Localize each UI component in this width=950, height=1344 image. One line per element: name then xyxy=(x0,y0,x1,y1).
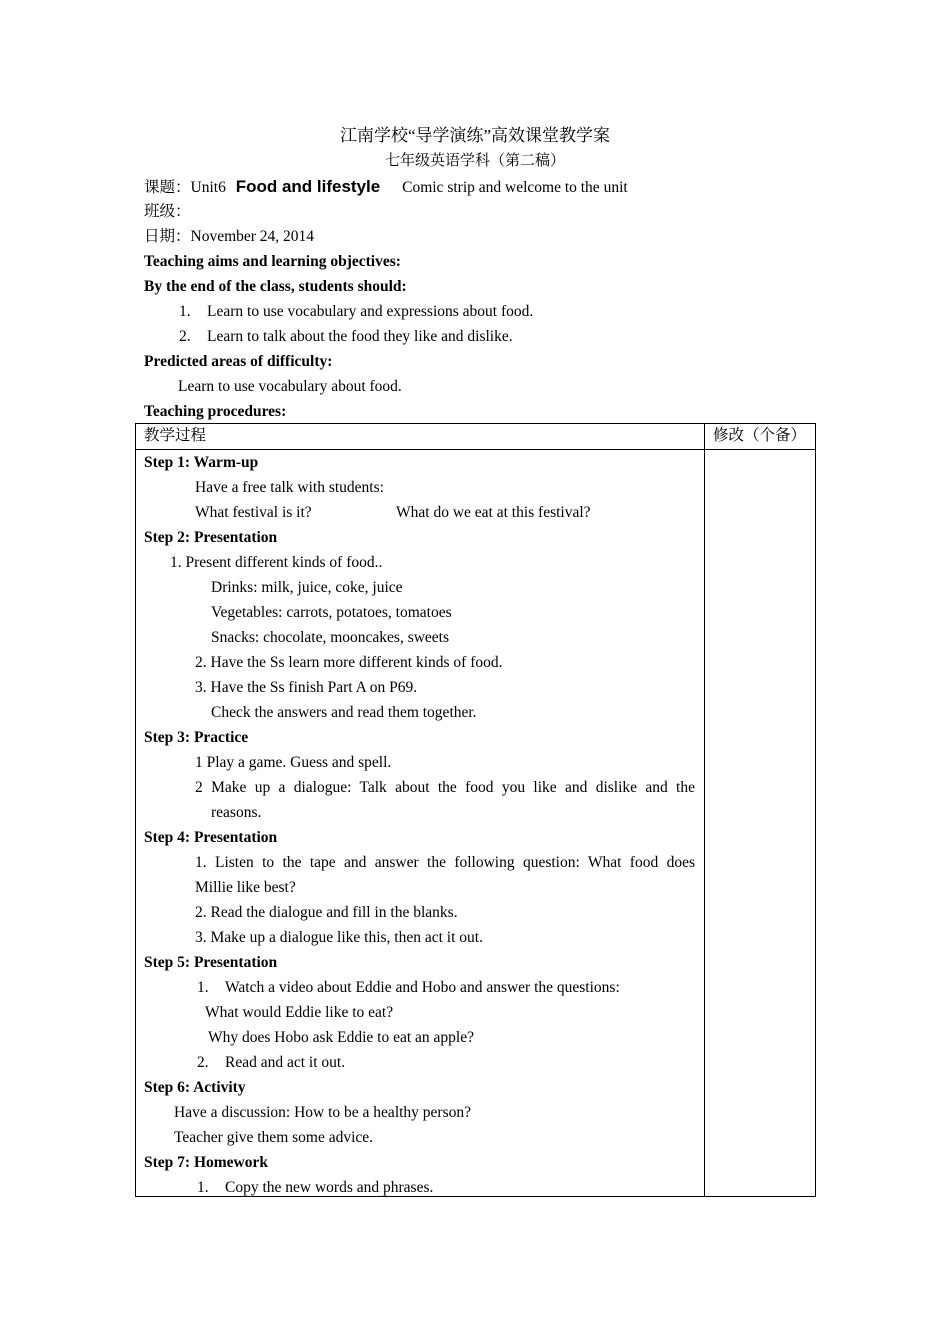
step6-line: Have a discussion: How to be a healthy person? xyxy=(174,1104,472,1121)
step1-title: Step 1: Warm-up xyxy=(144,454,259,471)
revision-cell[interactable] xyxy=(705,450,816,1197)
step1-question: What do we eat at this festival? xyxy=(396,504,591,521)
step4-item: 3. Make up a dialogue like this, then act it out. xyxy=(195,929,483,946)
page-subtitle: 七年级英语学科（第二稿） xyxy=(384,153,565,169)
table-header-row xyxy=(136,424,816,450)
revision-header-cell xyxy=(705,424,816,450)
step6-line: Teacher give them some advice. xyxy=(174,1129,374,1146)
topic-label: 课题： xyxy=(144,179,191,196)
date-label: 日期： xyxy=(144,228,191,245)
class-label: 班级： xyxy=(144,203,191,220)
step5-question: What would Eddie like to eat? xyxy=(205,1004,394,1021)
step2-subitem: Check the answers and read them together. xyxy=(211,704,477,721)
page-title: 江南学校“导学演练”高效课堂教学案 xyxy=(339,126,611,145)
step3-title: Step 3: Practice xyxy=(144,729,249,746)
step5-item: Read and act it out. xyxy=(225,1054,346,1071)
lesson-title: Comic strip and welcome to the unit xyxy=(402,179,628,196)
step7-number: 1. xyxy=(197,1179,209,1196)
date-value: November 24, 2014 xyxy=(190,228,315,245)
revision-column-header: 修改（个备） xyxy=(713,427,807,444)
step2-subitem: Vegetables: carrots, potatoes, tomatoes xyxy=(211,604,452,621)
topic-line xyxy=(144,177,628,198)
step5-question: Why does Hobo ask Eddie to eat an apple? xyxy=(208,1029,474,1046)
step2-subitem: Snacks: chocolate, mooncakes, sweets xyxy=(211,629,450,646)
step1-question: What festival is it? xyxy=(195,504,312,521)
procedures-table xyxy=(135,423,816,1197)
step5-number: 1. xyxy=(197,979,209,996)
step7-title: Step 7: Homework xyxy=(144,1154,268,1171)
difficulty-text: Learn to use vocabulary about food. xyxy=(178,378,402,395)
step2-title: Step 2: Presentation xyxy=(144,529,278,546)
date-line xyxy=(144,227,314,247)
objectives-intro: By the end of the class, students should: xyxy=(144,278,407,295)
step5-title: Step 5: Presentation xyxy=(144,954,278,971)
step7-item: Copy the new words and phrases. xyxy=(225,1179,434,1196)
step1-line: Have a free talk with students: xyxy=(195,479,384,496)
table-body-row xyxy=(136,450,816,1197)
process-header-cell xyxy=(136,424,705,450)
step4-item: 2. Read the dialogue and fill in the blanks. xyxy=(195,904,458,921)
process-column-header: 教学过程 xyxy=(144,427,207,444)
step4-item: 1. Listen to the tape and answer the following question: What food does xyxy=(195,854,695,871)
step2-item: 1. Present different kinds of food.. xyxy=(170,554,383,571)
objectives-heading: Teaching aims and learning objectives: xyxy=(144,253,401,270)
step4-item-continued: Millie like best? xyxy=(195,879,296,896)
objective-number: 2. xyxy=(179,328,191,345)
objective-text: Learn to talk about the food they like and dislike. xyxy=(207,328,513,345)
step3-item: 2 Make up a dialogue: Talk about the food you like and dislike and the xyxy=(195,779,695,796)
step2-item: 3. Have the Ss finish Part A on P69. xyxy=(195,679,418,696)
step4-title: Step 4: Presentation xyxy=(144,829,278,846)
step3-item-continued: reasons. xyxy=(211,804,262,821)
unit-title: Food and lifestyle xyxy=(235,177,381,196)
procedures-heading: Teaching procedures: xyxy=(144,403,287,420)
objective-text: Learn to use vocabulary and expressions about food. xyxy=(207,303,534,320)
process-cell xyxy=(136,450,705,1197)
step5-item: Watch a video about Eddie and Hobo and answer the questions: xyxy=(225,979,620,996)
step3-item: 1 Play a game. Guess and spell. xyxy=(195,754,392,771)
step5-number: 2. xyxy=(197,1054,209,1071)
objective-number: 1. xyxy=(179,303,191,320)
unit-number: Unit6 xyxy=(190,179,226,196)
step2-item: 2. Have the Ss learn more different kinds of food. xyxy=(195,654,503,671)
step2-subitem: Drinks: milk, juice, coke, juice xyxy=(211,579,403,596)
difficulty-heading: Predicted areas of difficulty: xyxy=(144,353,333,370)
step6-title: Step 6: Activity xyxy=(144,1079,246,1096)
